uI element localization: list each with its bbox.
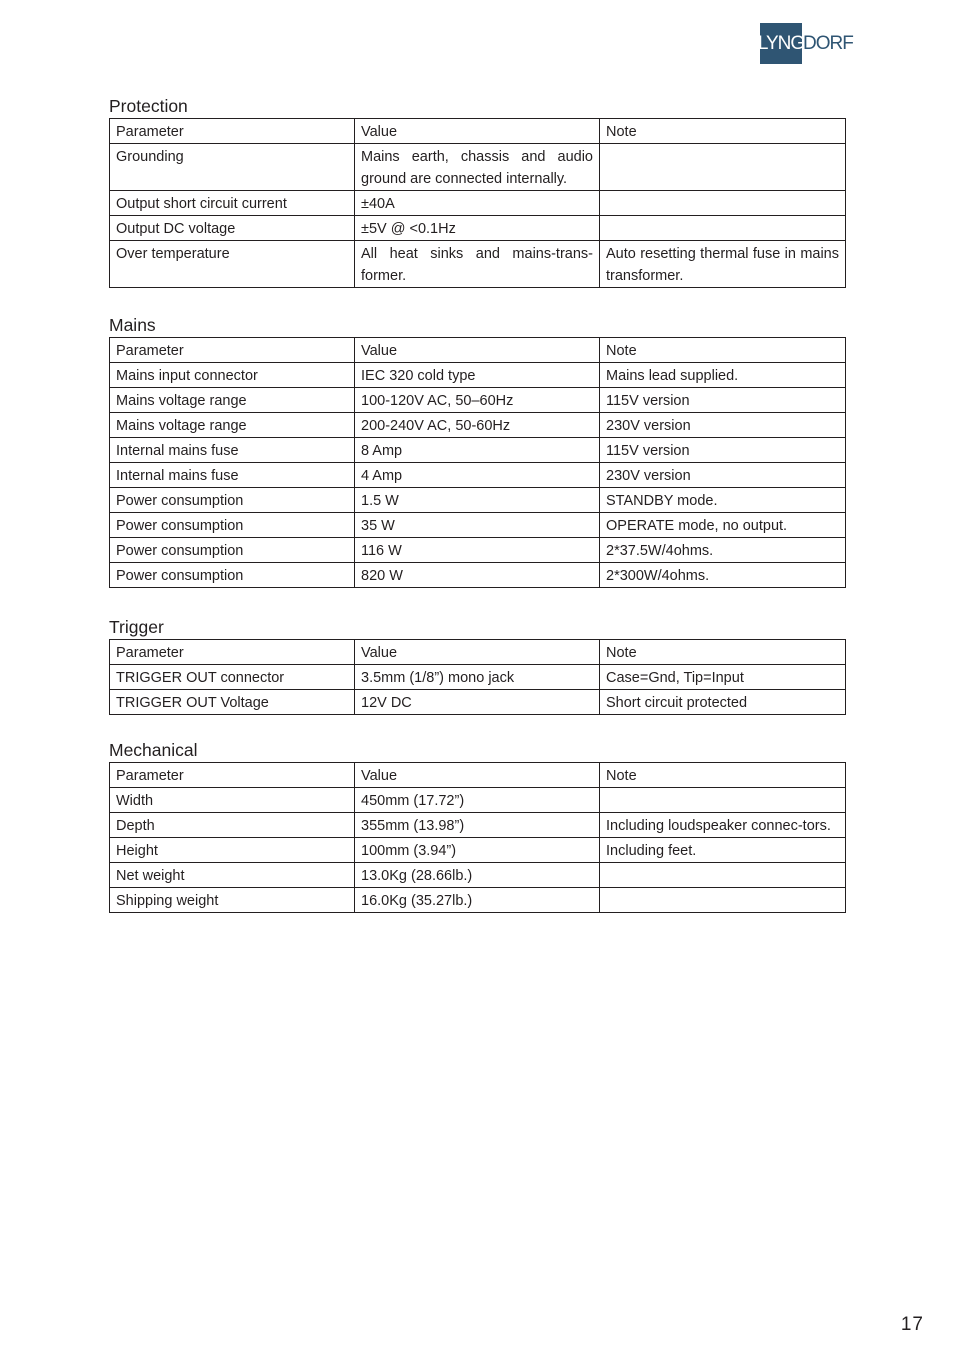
table-row — [110, 813, 846, 838]
table-row — [110, 513, 846, 538]
table-row — [110, 788, 846, 813]
cell-value: 450mm (17.72”) — [355, 788, 600, 813]
spec-table-trigger — [109, 639, 846, 715]
table-row — [110, 888, 846, 913]
cell-note — [600, 216, 846, 241]
cell-value: 200-240V AC, 50-60Hz — [355, 413, 600, 438]
cell-note: Auto resetting thermal fuse in mains transformer. — [600, 241, 846, 288]
cell-parameter: Internal mains fuse — [110, 438, 355, 463]
cell-note — [600, 863, 846, 888]
cell-parameter: Grounding — [110, 144, 355, 191]
cell-note: STANDBY mode. — [600, 488, 846, 513]
cell-value: 12V DC — [355, 690, 600, 715]
section-protection — [109, 94, 845, 288]
table-row — [110, 388, 846, 413]
column-header-value: Value — [355, 338, 600, 363]
cell-note: 2*300W/4ohms. — [600, 563, 846, 588]
logo-wordmark: DORF — [803, 32, 853, 54]
cell-note: 115V version — [600, 388, 846, 413]
cell-note: OPERATE mode, no output. — [600, 513, 846, 538]
cell-note: Mains lead supplied. — [600, 363, 846, 388]
cell-parameter: Depth — [110, 813, 355, 838]
table-row — [110, 191, 846, 216]
logo-mark: LYNG — [760, 23, 802, 64]
column-header-parameter: Parameter — [110, 338, 355, 363]
cell-value: 13.0Kg (28.66lb.) — [355, 863, 600, 888]
cell-value: 4 Amp — [355, 463, 600, 488]
table-row — [110, 838, 846, 863]
cell-note: Including loudspeaker connec-tors. — [600, 813, 846, 838]
cell-value: 100mm (3.94”) — [355, 838, 600, 863]
section-mechanical — [109, 738, 845, 913]
cell-note — [600, 144, 846, 191]
cell-value: 35 W — [355, 513, 600, 538]
cell-parameter: Internal mains fuse — [110, 463, 355, 488]
cell-note — [600, 788, 846, 813]
cell-parameter: Power consumption — [110, 513, 355, 538]
cell-parameter: Power consumption — [110, 563, 355, 588]
section-trigger — [109, 615, 845, 715]
cell-parameter: Shipping weight — [110, 888, 355, 913]
cell-value: 820 W — [355, 563, 600, 588]
cell-note: Short circuit protected — [600, 690, 846, 715]
section-title: Protection — [109, 96, 188, 116]
cell-parameter: Power consumption — [110, 488, 355, 513]
cell-value: IEC 320 cold type — [355, 363, 600, 388]
column-header-note: Note — [600, 763, 846, 788]
cell-value: ±40A — [355, 191, 600, 216]
cell-parameter: Mains input connector — [110, 363, 355, 388]
table-header-row — [110, 640, 846, 665]
column-header-parameter: Parameter — [110, 640, 355, 665]
column-header-note: Note — [600, 119, 846, 144]
page-number: 17 — [900, 1314, 924, 1335]
table-header-row — [110, 338, 846, 363]
cell-parameter: Power consumption — [110, 538, 355, 563]
cell-value: 3.5mm (1/8”) mono jack — [355, 665, 600, 690]
cell-parameter: Width — [110, 788, 355, 813]
table-row — [110, 863, 846, 888]
cell-value: 16.0Kg (35.27lb.) — [355, 888, 600, 913]
table-row — [110, 563, 846, 588]
column-header-parameter: Parameter — [110, 763, 355, 788]
table-row — [110, 665, 846, 690]
cell-note — [600, 888, 846, 913]
spec-table-mechanical — [109, 762, 846, 913]
table-header-row — [110, 119, 846, 144]
cell-note: Case=Gnd, Tip=Input — [600, 665, 846, 690]
cell-note — [600, 191, 846, 216]
table-row — [110, 488, 846, 513]
cell-parameter: Output short circuit current — [110, 191, 355, 216]
table-row — [110, 363, 846, 388]
column-header-value: Value — [355, 119, 600, 144]
column-header-value: Value — [355, 640, 600, 665]
column-header-note: Note — [600, 338, 846, 363]
table-row — [110, 438, 846, 463]
cell-parameter: TRIGGER OUT Voltage — [110, 690, 355, 715]
spec-table-mains — [109, 337, 846, 588]
cell-parameter: Over temperature — [110, 241, 355, 288]
table-header-row — [110, 763, 846, 788]
cell-value: Mains earth, chassis and audio ground are connected internally. — [355, 144, 600, 191]
cell-value: 355mm (13.98”) — [355, 813, 600, 838]
cell-parameter: Mains voltage range — [110, 388, 355, 413]
brand-logo — [757, 23, 853, 64]
section-title: Mechanical — [109, 740, 198, 760]
table-row — [110, 216, 846, 241]
cell-value: 8 Amp — [355, 438, 600, 463]
spec-table-protection — [109, 118, 846, 288]
section-mains — [109, 313, 845, 588]
cell-note: 230V version — [600, 413, 846, 438]
cell-note: 115V version — [600, 438, 846, 463]
cell-parameter: Net weight — [110, 863, 355, 888]
section-title: Trigger — [109, 617, 164, 637]
table-row — [110, 538, 846, 563]
table-row — [110, 413, 846, 438]
table-row — [110, 463, 846, 488]
cell-parameter: Mains voltage range — [110, 413, 355, 438]
cell-parameter: Height — [110, 838, 355, 863]
table-row — [110, 690, 846, 715]
section-title: Mains — [109, 315, 156, 335]
column-header-note: Note — [600, 640, 846, 665]
cell-value: ±5V @ <0.1Hz — [355, 216, 600, 241]
cell-note: Including feet. — [600, 838, 846, 863]
cell-value: 1.5 W — [355, 488, 600, 513]
column-header-value: Value — [355, 763, 600, 788]
cell-note: 230V version — [600, 463, 846, 488]
cell-value: 116 W — [355, 538, 600, 563]
cell-parameter: Output DC voltage — [110, 216, 355, 241]
table-row — [110, 241, 846, 288]
cell-note: 2*37.5W/4ohms. — [600, 538, 846, 563]
column-header-parameter: Parameter — [110, 119, 355, 144]
cell-value: 100-120V AC, 50–60Hz — [355, 388, 600, 413]
cell-parameter: TRIGGER OUT connector — [110, 665, 355, 690]
cell-value: All heat sinks and mains-trans-former. — [355, 241, 600, 288]
table-row — [110, 144, 846, 191]
